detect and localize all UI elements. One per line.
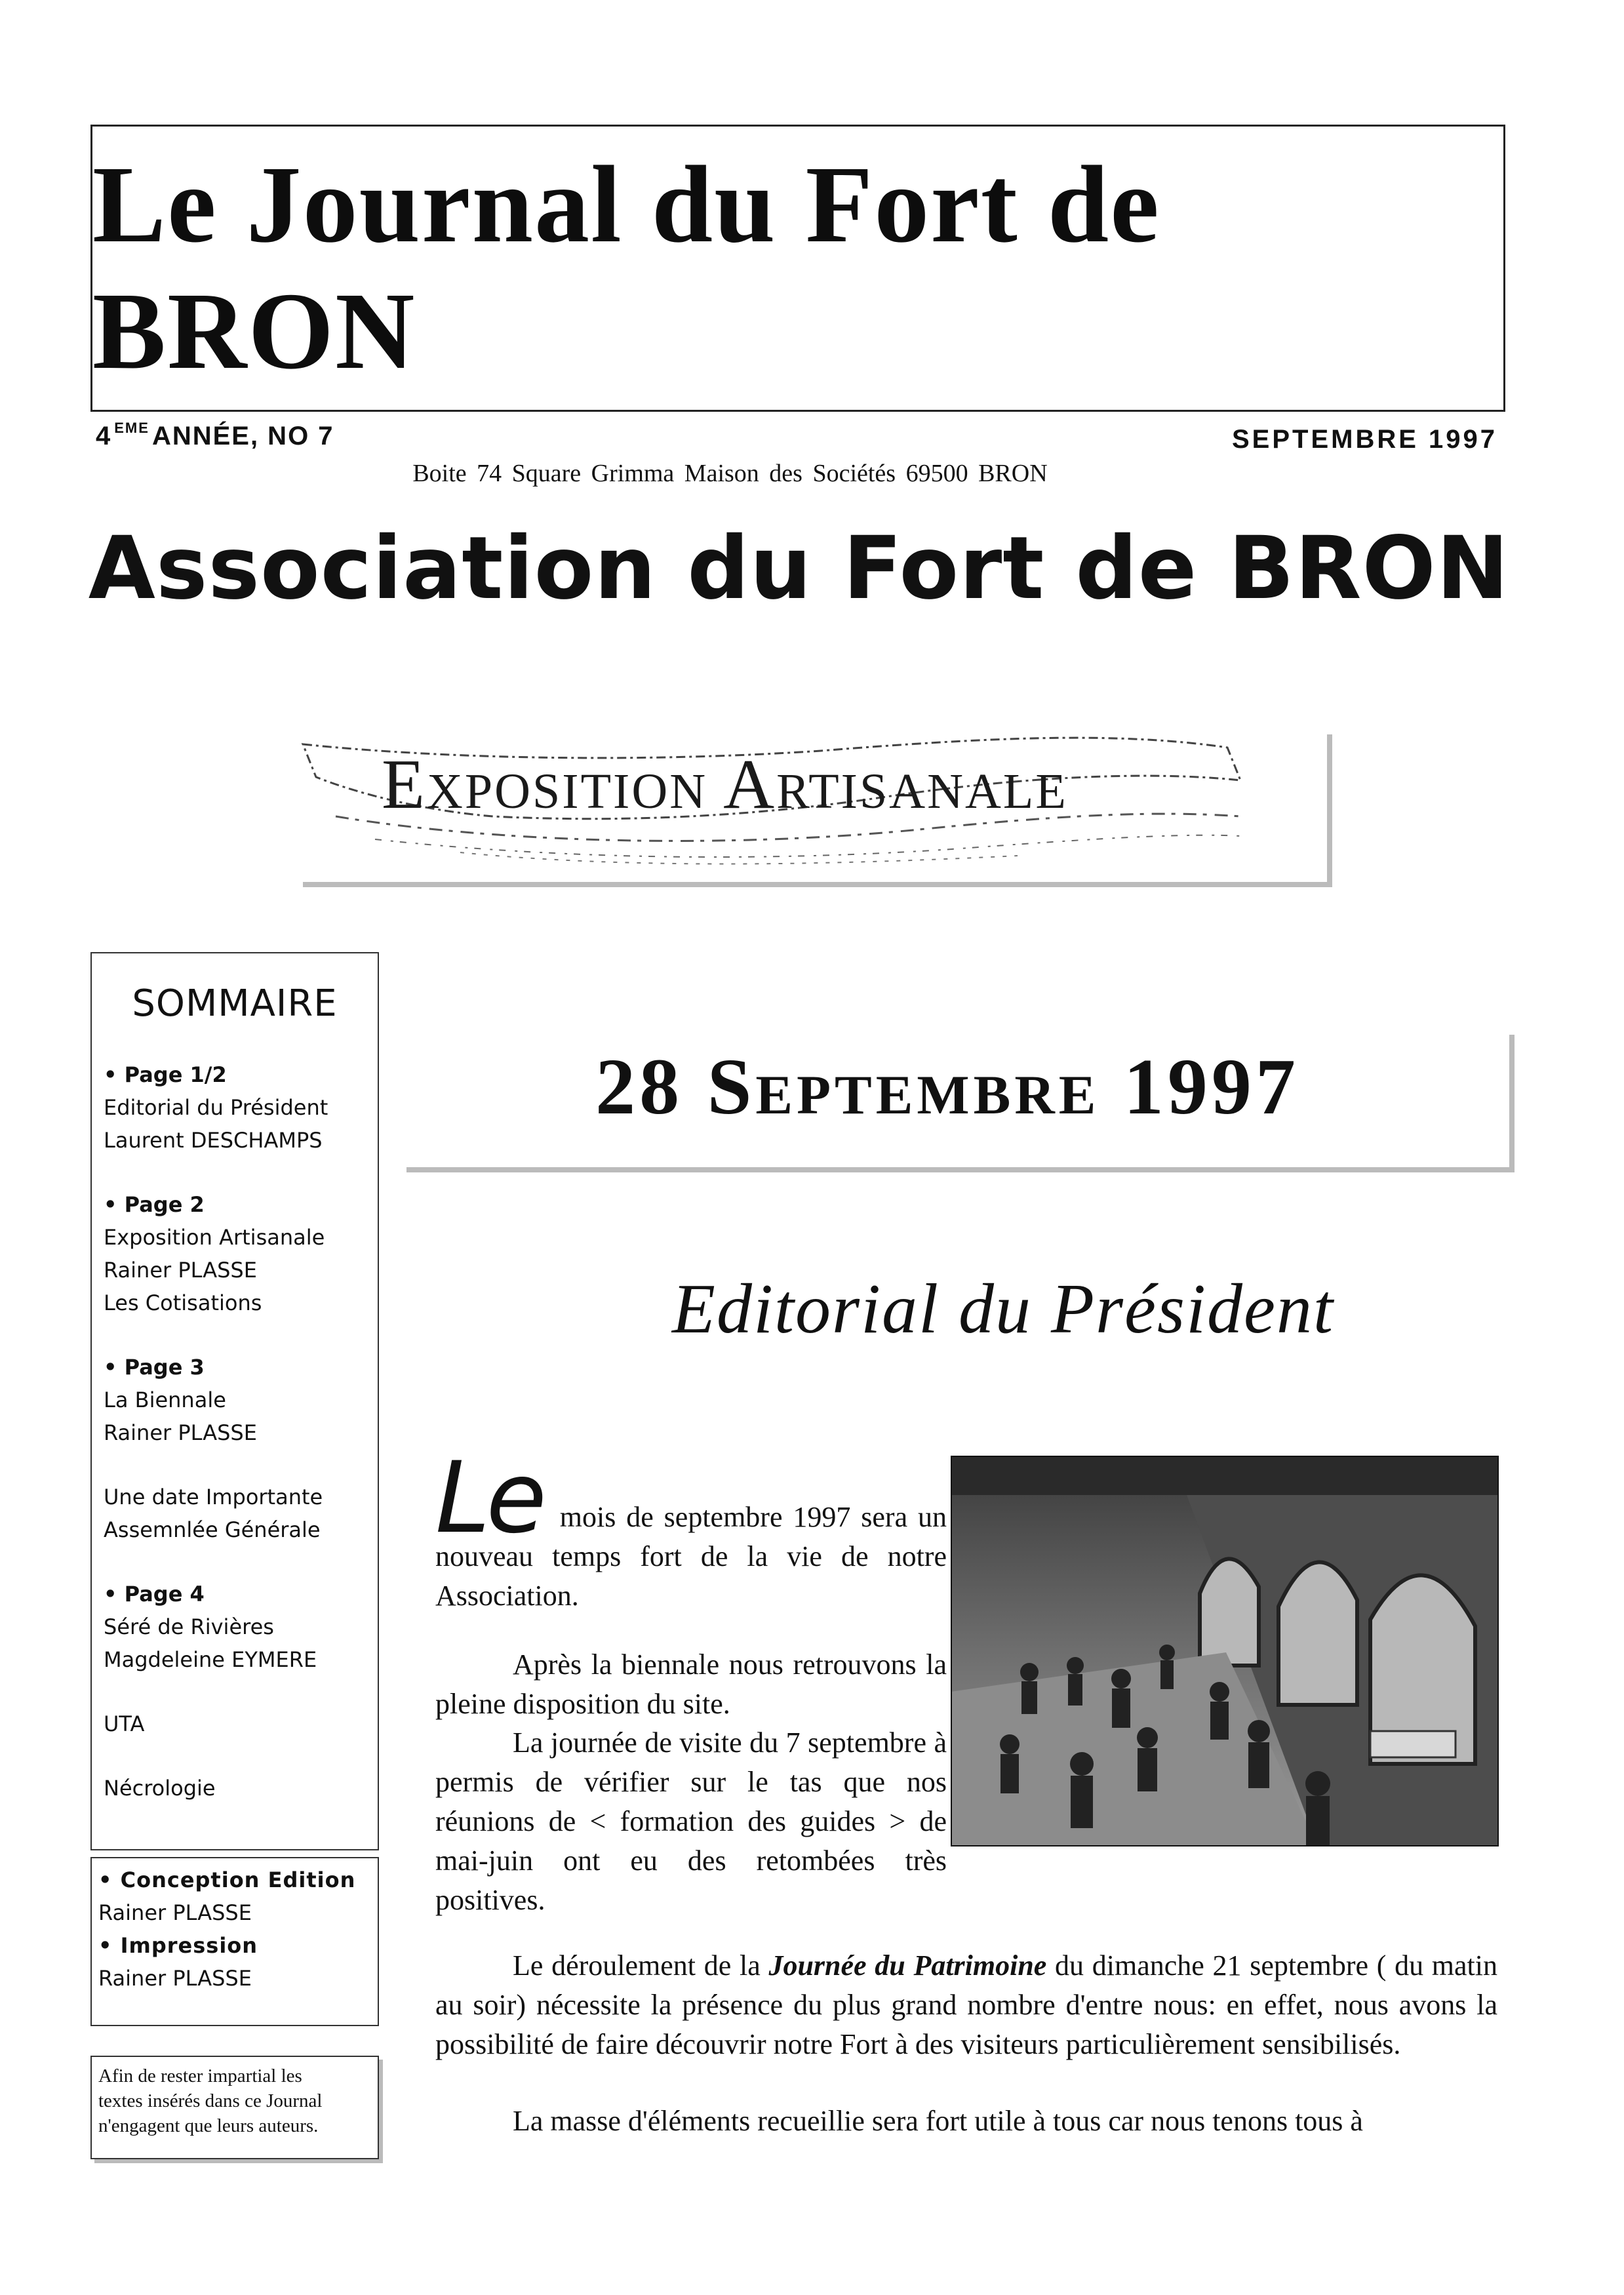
- disclaimer-line: textes insérés dans ce Journal: [98, 2090, 323, 2111]
- toc-line: Une date Importante: [104, 1485, 323, 1509]
- exhibition-title: Exposition Artisanale: [382, 746, 1068, 824]
- event-date-banner: [406, 1035, 1515, 1172]
- editorial-paragraph-1: [435, 1441, 947, 1616]
- credits-line: • Conception Edition: [98, 1867, 356, 1892]
- toc-line: Assemnlée Générale: [104, 1517, 321, 1542]
- toc-line: Séré de Rivières: [104, 1614, 274, 1639]
- toc-line: Magdeleine EYMERE: [104, 1647, 317, 1672]
- toc-line: • Page 4: [104, 1582, 205, 1606]
- p4-text-before: Le déroulement de la: [513, 1949, 769, 1982]
- editorial-paragraph-5: La masse d'éléments recueillie sera fort utile à tous car nous tenons tous à: [513, 2105, 1363, 2137]
- fort-exhibition-photo: [951, 1456, 1499, 1846]
- editorial-p1-text: mois de septembre 1997 sera un nouveau temps fort de la vie de notre Association.: [435, 1501, 947, 1612]
- toc-line: Rainer PLASSE: [104, 1258, 257, 1283]
- toc-line: UTA: [104, 1711, 145, 1736]
- toc-group-page-4: [104, 1578, 372, 1676]
- toc-line: Exposition Artisanale: [104, 1225, 325, 1250]
- toc-group-page-2: [104, 1188, 372, 1319]
- credits-line: Rainer PLASSE: [98, 1966, 252, 1991]
- disclaimer-line: n'engagent que leurs auteurs.: [98, 2115, 319, 2136]
- issue-date: SEPTEMBRE 1997: [1231, 425, 1497, 454]
- toc-list: [104, 1058, 372, 1836]
- event-date: 28 Septembre 1997: [595, 1043, 1299, 1131]
- toc-group-assembly: [104, 1481, 372, 1546]
- disclaimer-box: [90, 2056, 379, 2159]
- credits-line: • Impression: [98, 1933, 258, 1958]
- toc-group-page-1: [104, 1058, 372, 1157]
- issue-number: [96, 420, 334, 451]
- journal-title: Le Journal du Fort de BRON: [92, 144, 1160, 392]
- editorial-paragraph-2: Après la biennale nous retrouvons la pleine disposition du site.: [435, 1648, 947, 1720]
- date-shadow-bottom: [406, 1167, 1515, 1172]
- date-shadow-right: [1509, 1035, 1515, 1172]
- toc-line: • Page 2: [104, 1192, 205, 1217]
- editorial-paragraph-3: La journée de visite du 7 septembre à permis de vérifier sur le tas que nos réunions de < formation des guides > de mai-juin ont eu des retombées très positives.: [435, 1726, 947, 1916]
- p4-text-after: du dimanche 21 septembre ( du matin au soir) nécessite la présence du plus grand nombre d'entre nous: en effet, nous avons la possibilité de faire découvrir notre Fort à des visiteurs particulièrement sensibilisés.: [435, 1949, 1497, 2060]
- toc-line: Nécrologie: [104, 1776, 216, 1801]
- banner-shadow-bottom: [303, 882, 1332, 887]
- disclaimer-line: Afin de rester impartial les: [98, 2066, 302, 2086]
- postal-address: Boite 74 Square Grimma Maison des Sociétés 69500 BRON: [412, 460, 1048, 487]
- issue-line: [90, 420, 1505, 459]
- toc-line: Laurent DESCHAMPS: [104, 1128, 323, 1153]
- toc-line: Rainer PLASSE: [104, 1420, 257, 1445]
- table-of-contents: [90, 952, 379, 1850]
- toc-group-page-3: [104, 1351, 372, 1449]
- issue-label: ANNÉE, NO 7: [151, 422, 334, 450]
- toc-group-uta: [104, 1707, 372, 1740]
- editorial-title: Editorial du Président: [672, 1270, 1334, 1348]
- credits-box: [90, 1857, 379, 2026]
- issue-superscript: EME: [114, 420, 149, 436]
- toc-line: Editorial du Président: [104, 1095, 328, 1120]
- toc-line: • Page 1/2: [104, 1062, 227, 1087]
- p4-highlight: Journée du Patrimoine: [768, 1949, 1047, 1982]
- editorial-dropcap: Le: [435, 1441, 543, 1555]
- banner-shadow-right: [1327, 734, 1332, 887]
- editorial-paragraph-4: [435, 1946, 1497, 2064]
- association-name: Association du Fort de BRON: [88, 518, 1510, 619]
- toc-line: • Page 3: [104, 1355, 205, 1380]
- toc-line: La Biennale: [104, 1387, 226, 1412]
- toc-title: SOMMAIRE: [132, 982, 338, 1025]
- masthead-box: [90, 125, 1505, 412]
- toc-group-necrologie: [104, 1772, 372, 1805]
- toc-line: Les Cotisations: [104, 1290, 262, 1315]
- issue-year-number: 4: [96, 422, 112, 450]
- credits-line: Rainer PLASSE: [98, 1900, 252, 1925]
- exhibition-banner: [296, 718, 1332, 887]
